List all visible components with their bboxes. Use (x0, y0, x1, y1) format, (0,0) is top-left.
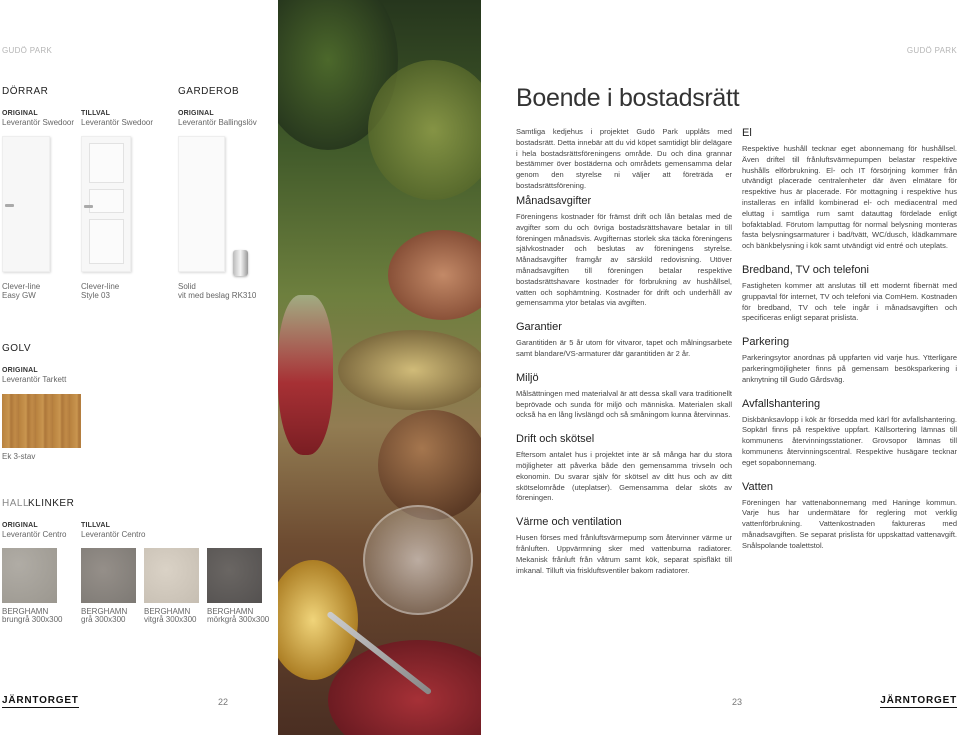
hall-option-label: TILLVAL (81, 522, 111, 529)
dining-table-photo (278, 0, 481, 735)
wardrobe-title: GARDEROB (178, 86, 240, 97)
hall-title: HALL (2, 498, 30, 509)
heading-varme-och-ventilation: Värme och ventilation (516, 516, 622, 529)
left-page-number: 22 (218, 697, 229, 707)
heading-manadsavgifter: Månadsavgifter (516, 195, 592, 207)
tile-gra-image (81, 548, 136, 603)
text-garantier: Garantitiden är 5 år utom för vitvaror, tapet och målningsarbete samt blandare/VS-armaturer där garantitiden är 2 år. (516, 338, 732, 358)
tile-2-caption-2: grå 300x300 (81, 615, 126, 624)
hall-original-supplier: Leverantör Centro (2, 530, 67, 539)
floor-original-supplier: Leverantör Tarkett (2, 375, 67, 384)
door-style-03-caption-2: Style 03 (81, 291, 110, 300)
left-logo: JÄRNTORGET (2, 695, 79, 706)
wardrobe-caption-1: Solid (178, 282, 196, 291)
tile-4-caption-1: BERGHAMN (207, 607, 254, 616)
text-manadsavgifter: Föreningens kostnader för främst drift och lån betalas med de avgifter som du och övriga bostadsrättshavare betalar in till föreningen månadsvis. Avgifternas storlek ska täcka föreningens självkostnader och beslutas av föreningens styrelse. Månadsavgifter framgår av särskild redovisning. Utöver månadsavgiften till föreningen betalar respektive bostadsrättshavare kostnader för förbrukning av hushållsel, vatten och sophämtning. Kostnader för drift och underhåll av gemensamma ytor betalas via avgiften. (516, 212, 732, 308)
heading-el: El (742, 127, 752, 139)
floor-title: GOLV (2, 343, 32, 354)
door-style-03-caption-1: Clever-line (81, 282, 120, 291)
door-easy-gw-image (2, 136, 50, 272)
floor-caption: Ek 3-stav (2, 452, 36, 461)
heading-avfallshantering: Avfallshantering (742, 397, 821, 410)
photo-water-glass (363, 505, 473, 615)
tile-2-caption-1: BERGHAMN (81, 607, 128, 616)
intro-text: Samtliga kedjehus i projektet Gudö Park upplåts med bostadsrätt. Detta innebär att du vid köpet samtidigt blir delägare i hela bostadsrättsföreningens område. Du och dina grannar bestämmer över bostäderna och områdets gemensamma delar genom den styrelse ni väljer att företräda er bostadsrättsförening. (516, 127, 732, 190)
doors-original-label: ORIGINAL (2, 110, 38, 117)
tile-brungra-image (2, 548, 57, 603)
photo-hand (388, 230, 481, 320)
floor-original-label: ORIGINAL (2, 367, 38, 374)
hall-option-supplier: Leverantör Centro (81, 530, 146, 539)
heading-garantier: Garantier (516, 321, 562, 334)
heading-bredband: Bredband, TV och telefoni (742, 263, 869, 276)
right-running-head: GUDÖ PARK (906, 46, 957, 55)
doors-option-supplier: Leverantör Swedoor (81, 118, 154, 127)
tile-1-caption-1: BERGHAMN (2, 607, 49, 616)
heading-drift-och-skotsel: Drift och skötsel (516, 433, 595, 446)
photo-salad (338, 330, 481, 410)
doors-original-supplier: Leverantör Swedoor (2, 118, 75, 127)
tile-vitgra-image (144, 548, 199, 603)
door-easy-gw-caption-1: Clever-line (2, 282, 41, 291)
wardrobe-knob-image (233, 250, 248, 276)
wardrobe-caption-2: vit med beslag RK310 (178, 291, 257, 300)
right-page-number: 23 (732, 697, 743, 707)
oak-floor-sample-image (2, 394, 81, 448)
tile-1-caption-2: brungrå 300x300 (2, 615, 63, 624)
door-handle (5, 204, 14, 207)
doors-option-label: TILLVAL (81, 110, 111, 117)
photo-tablecloth (328, 640, 481, 735)
left-column (516, 195, 732, 576)
photo-bread (378, 410, 481, 520)
tile-3-caption-2: vitgrå 300x300 (144, 615, 197, 624)
text-bredband: Fastigheten kommer att anslutas till ett modernt fibernät med gruppavtal för internet, TV och telefoni via ComHem. Kostnaden för bredband, TV och tele ingår i månadsavgiften och specificeras enligt separat prislista. (742, 280, 957, 323)
text-vatten: Föreningen har vattenabonnemang med Haninge kommun. Varje hus har undermätare för reglering mot verklig vattenförbrukning. Vattenkostnaden faktureras med månadsavgiften. Se separat prislista för uppskattad vattenavgift. Snålspolande toalettstol. (742, 497, 957, 550)
door-style-03-image (81, 136, 131, 272)
text-parkering: Parkeringsytor anordnas på uppfarten vid varje hus. Ytterligare parkeringmöjligheter finns på gemensam besöksparkering i anknytning till Gudö Gårdsväg. (742, 353, 957, 384)
wardrobe-original-supplier: Leverantör Ballingslöv (178, 118, 257, 127)
wardrobe-original-label: ORIGINAL (178, 110, 214, 117)
heading-parkering: Parkering (742, 336, 790, 349)
wardrobe-solid-image (178, 136, 225, 272)
text-drift-och-skotsel: Eftersom antalet hus i projektet inte är så många har du stora möjligheter att påverka både den gemensamma trivseln och ekonomin. Du svarar själv för skötsel av ditt hus och av ditt skötselområde (uteplatser). Gemensamma delar sköts av föreningen. (516, 450, 732, 503)
door-panel (89, 143, 124, 183)
page-title: Boende i bostadsrätt (516, 84, 740, 112)
door-handle (84, 205, 93, 208)
tile-4-caption-2: mörkgrå 300x300 (207, 615, 270, 624)
left-running-head: GUDÖ PARK (2, 46, 53, 55)
right-logo: JÄRNTORGET (880, 695, 957, 706)
photo-foliage (368, 60, 481, 200)
door-panel (89, 189, 124, 213)
tile-title: KLINKER (28, 498, 75, 509)
text-el: Respektive hushåll tecknar eget abonnemang för hushållsel. Även driftel till frånluftsvärmepumpen belastar respektive hushålls elförbrukning. El- och IT försörjning kommer från utvändigt placerade centralenheter där även elmätare för respektive hus är placerade. För mottagning i respektive hus installeras en infälld kombinerad el- och mediacentral med eluttag i samtliga rum samt datauttag fördelade enligt bofaktablad. Förutom lamputtag för normal belysning monteras fasta belysningsarmaturer i bad/tvätt, WC/dusch, klädkammare och bänkbelysning i kök samt utvändigt vid entré och uteplats. (742, 144, 957, 251)
right-column (742, 127, 957, 552)
hall-original-label: ORIGINAL (2, 522, 38, 529)
text-avfallshantering: Diskbänksavlopp i kök är försedda med kärl för avfallshantering. Sopkärl finns på respektive uppfart. Källsortering lämnas till kommunens återvinningsstationer. Grovsopor lämnas till kommunens återvinningscentral. Respektive husägare tecknar eget sopabonnemang. (742, 414, 957, 467)
door-easy-gw-caption-2: Easy GW (2, 291, 36, 300)
text-miljo: Målsättningen med materialval är att dessa skall vara traditionellt beprövade och sunda för miljö och människa. Materialen skall också ha en lång livslängd och så småningom kunna återvinnas. (516, 388, 732, 420)
doors-title: DÖRRAR (2, 86, 49, 97)
heading-vatten: Vatten (742, 480, 773, 493)
text-varme-och-ventilation: Husen förses med frånluftsvärmepump som återvinner värme ur frånluften. Uppvärmning sker med vattenburna radiatorer. Mekanisk frånluft från våtrum samt kök, separat spisfläkt till imkanal. Tilluft via friskluftsventiler bakom radiatorer. (516, 533, 732, 575)
door-panel (89, 219, 124, 264)
photo-plate (278, 560, 358, 680)
photo-wine-glass (278, 295, 333, 455)
tile-morkgra-image (207, 548, 262, 603)
heading-miljo: Miljö (516, 371, 539, 384)
tile-3-caption-1: BERGHAMN (144, 607, 191, 616)
